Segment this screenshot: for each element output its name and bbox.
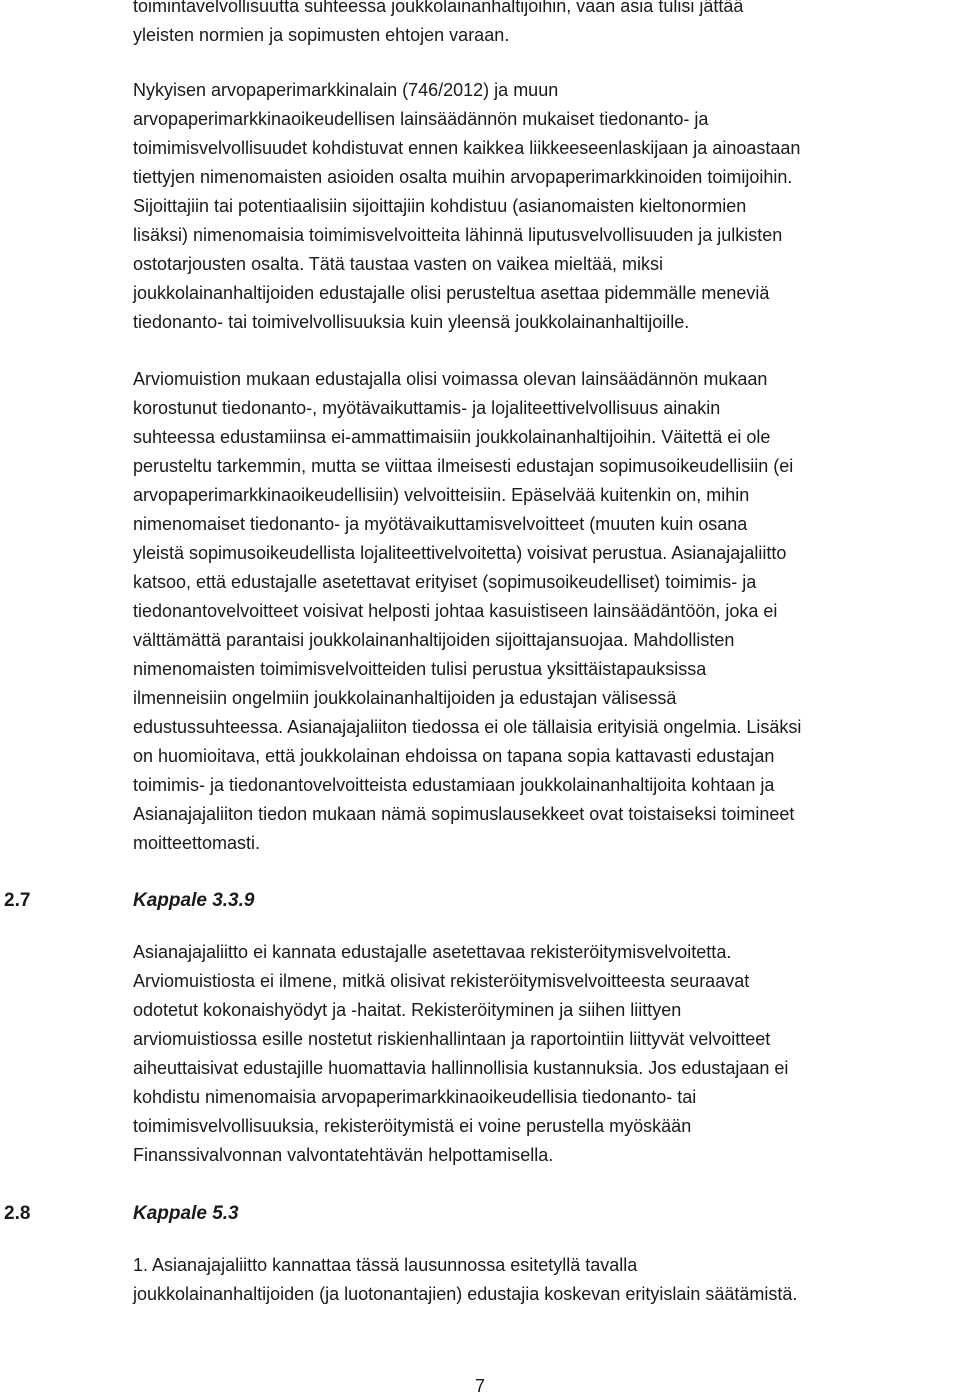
text-line: katsoo, että edustajalle asetettavat erityiset (sopimusoikeudelliset) toimimis- ja	[133, 572, 757, 592]
text-line: tiedonantovelvoitteet voisivat helposti johtaa kasuistiseen lainsäädäntöön, joka ei	[133, 601, 778, 621]
text-line: Finanssivalvonnan valvontatehtävän helpottamisella.	[133, 1145, 554, 1165]
text-line: on huomioitava, että joukkolainan ehdoissa on tapana sopia kattavasti edustajan	[133, 746, 775, 766]
text-line: perusteltu tarkemmin, mutta se viittaa ilmeisesti edustajan sopimusoikeudellisiin (ei	[133, 456, 794, 476]
text-line: arvopaperimarkkinaoikeudellisen lainsäädännön mukaiset tiedonanto- ja	[133, 109, 709, 129]
text-line: Arviomuistiosta ei ilmene, mitkä olisivat rekisteröitymisvelvoitteesta seuraavat	[133, 971, 750, 991]
text-line: Nykyisen arvopaperimarkkinalain (746/2012) ja muun	[133, 80, 559, 100]
text-line: yleisten normien ja sopimusten ehtojen varaan.	[133, 25, 510, 45]
text-line: toimimisvelvollisuuksia, rekisteröitymistä ei voine perustella myöskään	[133, 1116, 692, 1136]
paragraph-legislation	[133, 76, 955, 337]
text-line: odotetut kokonaishyödyt ja -haitat. Rekisteröityminen ja siihen liittyen	[133, 1000, 682, 1020]
text-line: lisäksi) nimenomaisia toimimisvelvoitteita lähinnä liputusvelvollisuuden ja julkisten	[133, 225, 783, 245]
text-line: nimenomaisten toimimisvelvoitteiden tulisi perustua yksittäistapauksissa	[133, 659, 707, 679]
text-line: korostunut tiedonanto-, myötävaikuttamis- ja lojaliteettivelvollisuus ainakin	[133, 398, 721, 418]
text-line: edustussuhteessa. Asianajajaliiton tiedossa ei ole tällaisia erityisiä ongelmia. Lisäksi	[133, 717, 802, 737]
text-line: Arviomuistion mukaan edustajalla olisi voimassa olevan lainsäädännön mukaan	[133, 369, 768, 389]
section-heading-2-8	[4, 1199, 239, 1228]
text-line: kohdistu nimenomaisia arvopaperimarkkinaoikeudellisia tiedonanto- tai	[133, 1087, 697, 1107]
text-line: välttämättä parantaisi joukkolainanhaltijoiden sijoittajansuojaa. Mahdollisten	[133, 630, 735, 650]
text-line: toimimis- ja tiedonantovelvoitteista edustamiaan joukkolainanhaltijoita kohtaan ja	[133, 775, 775, 795]
text-line: moitteettomasti.	[133, 833, 261, 853]
section-title: Kappale 3.3.9	[133, 890, 255, 911]
paragraph-special-law	[133, 1251, 955, 1309]
page-number: 7	[474, 1376, 485, 1396]
text-line: nimenomaiset tiedonanto- ja myötävaikuttamisvelvoitteet (muuten kuin osana	[133, 514, 748, 534]
paragraph-continued	[133, 0, 955, 50]
text-line: suhteessa edustamiinsa ei-ammattimaisiin joukkolainanhaltijoihin. Väitettä ei ole	[133, 427, 771, 447]
text-line: Asianajajaliitto ei kannata edustajalle asetettavaa rekisteröitymisvelvoitetta.	[133, 942, 732, 962]
section-number: 2.8	[4, 1203, 31, 1224]
text-line: arviomuistiossa esille nostetut riskienhallintaan ja raportointiin liittyvät velvoitteet	[133, 1029, 771, 1049]
text-line: toimintavelvollisuutta suhteessa joukkolainanhaltijoihin, vaan asia tulisi jättää	[133, 0, 744, 16]
paragraph-registration	[133, 938, 955, 1170]
section-heading-2-7	[4, 886, 254, 915]
text-line: 1. Asianajajaliitto kannattaa tässä lausunnossa esitetyllä tavalla	[133, 1255, 638, 1275]
text-line: tiedonanto- tai toimivelvollisuuksia kuin yleensä joukkolainanhaltijoille.	[133, 312, 690, 332]
text-line: tiettyjen nimenomaisten asioiden osalta muihin arvopaperimarkkinoiden toimijoihin.	[133, 167, 793, 187]
paragraph-memorandum	[133, 365, 955, 858]
text-line: aiheuttaisivat edustajille huomattavia hallinnollisia kustannuksia. Jos edustajaan ei	[133, 1058, 789, 1078]
text-line: ostotarjousten osalta. Tätä taustaa vasten on vaikea mieltää, miksi	[133, 254, 663, 274]
text-line: ilmenneisiin ongelmiin joukkolainanhaltijoiden ja edustajan välisessä	[133, 688, 677, 708]
text-line: Asianajajaliiton tiedon mukaan nämä sopimuslausekkeet ovat toistaiseksi toimineet	[133, 804, 795, 824]
text-line: joukkolainanhaltijoiden (ja luotonantajien) edustajia koskevan erityislain säätämistä.	[133, 1284, 798, 1304]
text-line: joukkolainanhaltijoiden edustajalle olisi perusteltua asettaa pidemmälle meneviä	[133, 283, 770, 303]
text-line: toimimisvelvollisuudet kohdistuvat ennen kaikkea liikkeeseenlaskijaan ja ainoastaan	[133, 138, 801, 158]
section-title: Kappale 5.3	[133, 1203, 239, 1224]
section-number: 2.7	[4, 890, 31, 911]
text-line: arvopaperimarkkinaoikeudellisiin) velvoitteisiin. Epäselvää kuitenkin on, mihin	[133, 485, 750, 505]
text-line: yleistä sopimusoikeudellista lojaliteettivelvoitetta) voisivat perustua. Asianajajaliitto	[133, 543, 787, 563]
text-line: Sijoittajiin tai potentiaalisiin sijoittajiin kohdistuu (asianomaisten kieltonormien	[133, 196, 747, 216]
